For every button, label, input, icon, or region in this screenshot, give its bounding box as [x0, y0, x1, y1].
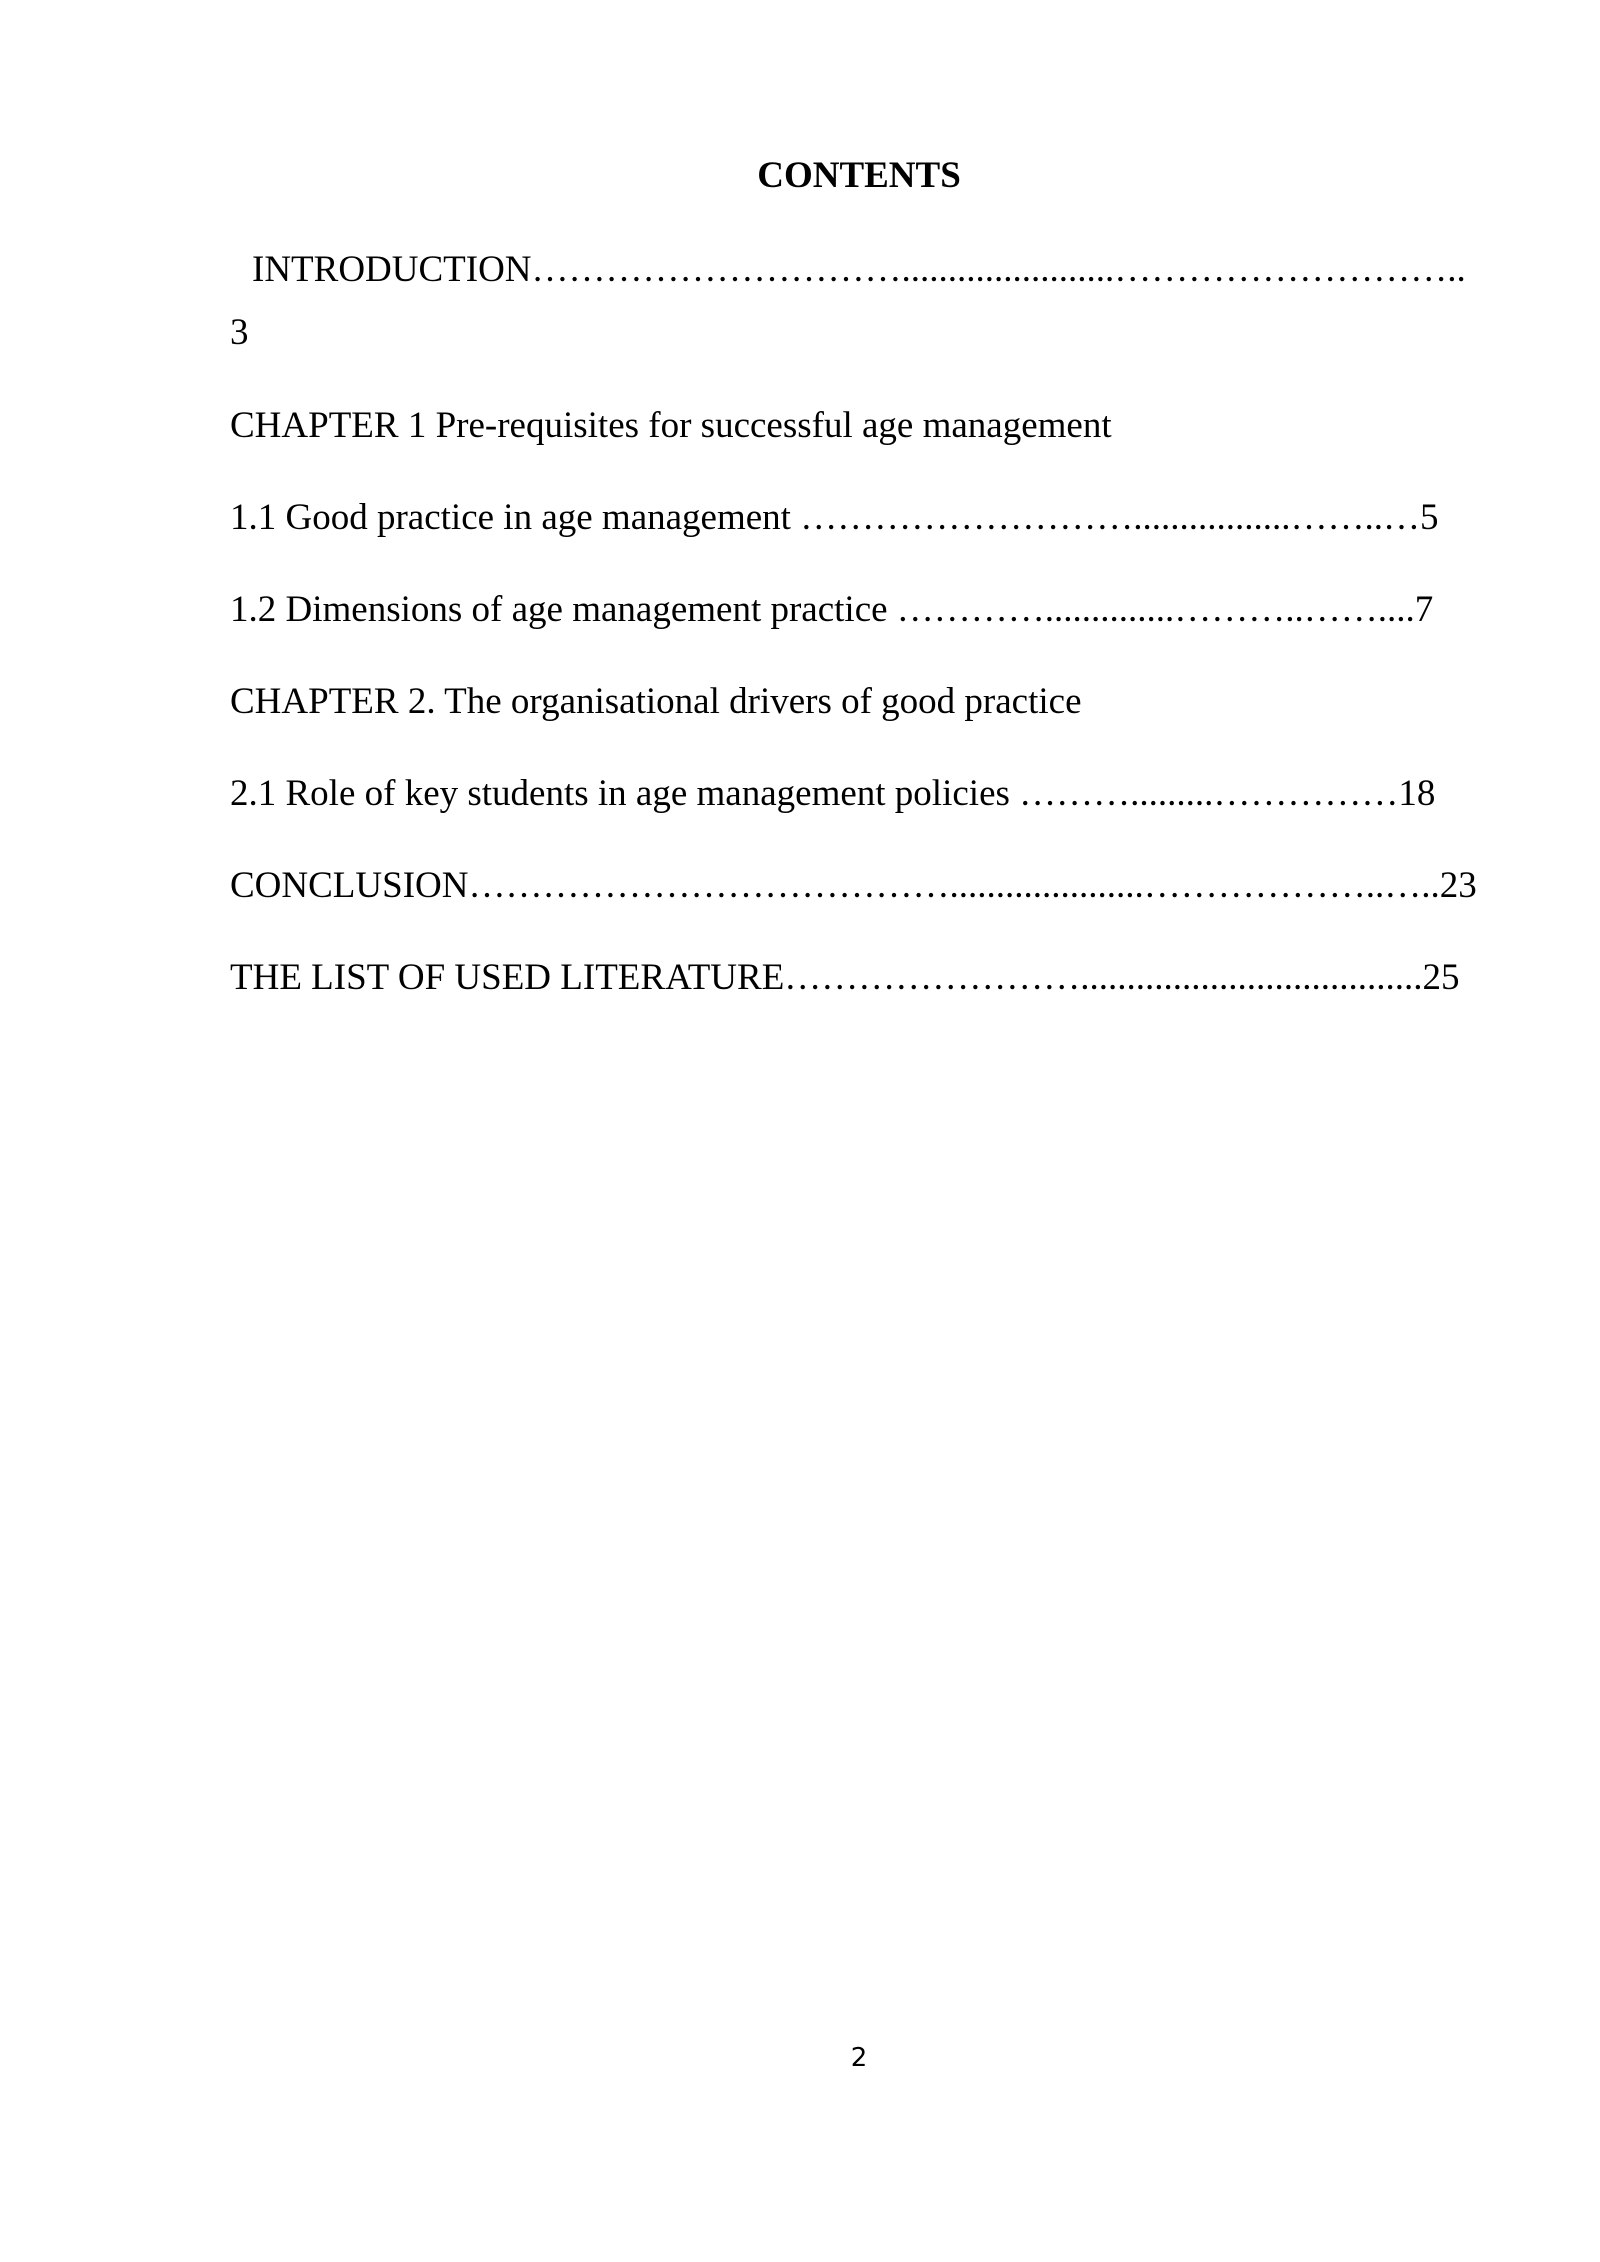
toc-entry-section-1-2: 1.2 Dimensions of age management practice …………..............………..……....7 — [230, 589, 1434, 630]
toc-entry-literature: THE LIST OF USED LITERATURE…………………….....................................25 — [230, 957, 1460, 998]
toc-entry-chapter-1: CHAPTER 1 Pre-requisites for successful age management — [230, 405, 1112, 446]
toc-entry-conclusion: CONCLUSION………………………………….....................………………..…..23 — [230, 865, 1477, 906]
page-title: CONTENTS — [757, 155, 961, 196]
toc-entry-introduction-page: 3 — [230, 312, 249, 353]
toc-entry-introduction: INTRODUCTION………………………….......................……………………….. — [252, 249, 1466, 290]
page-number: 2 — [850, 2043, 868, 2073]
toc-entry-section-2-1: 2.1 Role of key students in age management policies ……….........……………18 — [230, 773, 1436, 814]
toc-entry-section-1-1: 1.1 Good practice in age management ……………………….................……..…5 — [230, 497, 1439, 538]
toc-entry-chapter-2: CHAPTER 2. The organisational drivers of good practice — [230, 681, 1082, 722]
